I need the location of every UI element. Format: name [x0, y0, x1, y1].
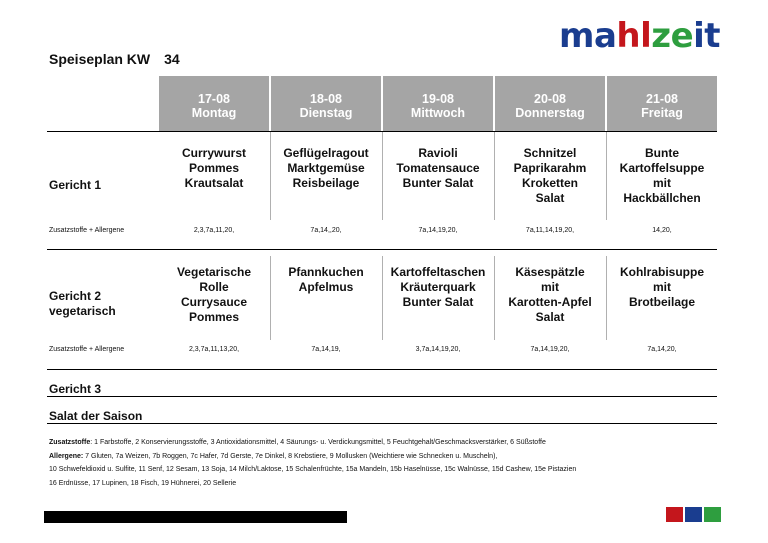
dish-line: Salat	[535, 191, 565, 205]
gericht2-label	[49, 289, 116, 319]
dish-line: Käsespätzle	[515, 265, 585, 279]
day-header-monday	[159, 76, 269, 131]
title-label: Speiseplan KW	[49, 51, 151, 67]
logo-letter: h	[616, 16, 641, 56]
dish-line: Ravioli	[418, 146, 458, 160]
dish-line: Schnitzel	[523, 146, 577, 160]
day-header-friday	[607, 76, 717, 131]
gericht1-label: Gericht 1	[49, 178, 102, 192]
logo-letter: t	[704, 16, 721, 56]
dish-monday-1	[159, 146, 269, 191]
dish-friday-1	[607, 146, 717, 206]
logo-letter: z	[651, 16, 671, 56]
dish-line: Kohlrabisuppe	[619, 265, 704, 279]
logo-letter: l	[640, 16, 652, 56]
dish-monday-2	[159, 265, 269, 325]
day-date: 19-08	[422, 92, 454, 106]
allergens-thursday-2: 7a,14,19,20,	[530, 346, 570, 353]
logo-letter: e	[670, 16, 694, 56]
logo-letter: a	[593, 16, 617, 56]
page-title	[49, 51, 180, 67]
row-divider	[47, 396, 717, 397]
dish-line: Reisbeilage	[292, 176, 360, 190]
gericht2-allergen-label: Zusatzstoffe + Allergene	[49, 346, 125, 353]
footer-bar	[44, 511, 347, 523]
legend-zusatz-label: Zusatzstoffe	[49, 439, 91, 446]
day-name: Mittwoch	[410, 106, 466, 120]
dish-line: Bunter Salat	[402, 176, 474, 190]
dish-line: Bunte	[645, 146, 679, 160]
footer-square-red	[666, 507, 683, 522]
legend-line-3: 10 Schwefeldioxid u. Sulfite, 11 Senf, 12 Sesam, 13 Soja, 14 Milch/Laktose, 15 Schalenfrüchte, 15a Mandeln, 15b Haselnüsse, 15c Walnüsse, 15d Cashew, 15e Pistazien	[49, 466, 577, 473]
dish-line: Hackbällchen	[623, 191, 701, 205]
mahlzeit-logo	[559, 16, 720, 56]
dish-line: Rolle	[199, 280, 229, 294]
dish-friday-2	[607, 265, 717, 310]
dish-line: Currywurst	[181, 146, 246, 160]
dish-line: mit	[653, 176, 671, 190]
dish-line: Salat	[535, 310, 565, 324]
legend-allergen-label: Allergene:	[49, 453, 84, 460]
dish-wednesday-2	[383, 265, 493, 310]
dish-thursday-2	[495, 265, 605, 325]
day-name: Freitag	[641, 106, 683, 120]
allergens-monday-2: 2,3,7a,11,13,20,	[188, 346, 240, 353]
day-date: 20-08	[534, 92, 566, 106]
dish-line: Karotten-Apfel	[508, 295, 592, 309]
footer-square-green	[704, 507, 721, 522]
dish-line: Kräuterquark	[400, 280, 476, 294]
dish-line: Kartoffelsuppe	[619, 161, 705, 175]
dish-line: Tomatensauce	[396, 161, 480, 175]
allergens-friday-2: 7a,14,20,	[647, 346, 677, 353]
dish-line: Currysauce	[180, 295, 248, 309]
gericht3-label: Gericht 3	[49, 382, 102, 396]
row-divider	[47, 249, 717, 250]
allergens-monday-1: 2,3,7a,11,20,	[193, 227, 235, 234]
legend-allergen-text: 7 Gluten, 7a Weizen, 7b Roggen, 7c Hafer, 7d Gerste, 7e Dinkel, 8 Krebstiere, 9 Mollusken (Weichtiere wie Schnecken u. Muscheln),	[83, 453, 498, 460]
dish-tuesday-1	[271, 146, 381, 191]
gericht2-label-line: Gericht 2	[49, 289, 102, 303]
logo-letter: m	[559, 16, 594, 56]
day-header-wednesday	[383, 76, 493, 131]
dish-thursday-1	[495, 146, 605, 206]
dish-line: Pommes	[188, 310, 240, 324]
allergens-tuesday-1: 7a,14,,20,	[310, 227, 342, 234]
dish-line: Bunter Salat	[402, 295, 474, 309]
allergens-friday-1: 14,20,	[652, 227, 672, 234]
dish-line: Paprikarahm	[513, 161, 587, 175]
day-date: 18-08	[310, 92, 342, 106]
dish-line: Kroketten	[521, 176, 578, 190]
legend-line-4: 16 Erdnüsse, 17 Lupinen, 18 Fisch, 19 Hühnerei, 20 Sellerie	[49, 480, 237, 487]
day-name: Dienstag	[299, 106, 353, 120]
dish-tuesday-2	[271, 265, 381, 295]
footer-square-blue	[685, 507, 702, 522]
dish-line: Apfelmus	[298, 280, 354, 294]
dish-line: Brotbeilage	[628, 295, 695, 309]
day-name: Donnerstag	[515, 106, 585, 120]
gericht2-label-line: vegetarisch	[49, 304, 116, 318]
dish-line: Vegetarische	[176, 265, 252, 279]
dish-line: mit	[541, 280, 559, 294]
legend-zusatzstoffe	[49, 438, 546, 448]
week-number: 34	[164, 51, 180, 67]
dish-line: Geflügelragout	[283, 146, 369, 160]
dish-wednesday-1	[383, 146, 493, 191]
dish-line: Marktgemüse	[287, 161, 365, 175]
row-divider	[47, 423, 717, 424]
row-divider	[47, 369, 717, 370]
dish-line: Kartoffeltaschen	[390, 265, 486, 279]
day-date: 17-08	[198, 92, 230, 106]
day-date: 21-08	[646, 92, 678, 106]
gericht1-allergen-label: Zusatzstoffe + Allergene	[49, 227, 125, 234]
day-header-tuesday	[271, 76, 381, 131]
legend-zusatz-text: : 1 Farbstoffe, 2 Konservierungsstoffe, 3 Antioxidationsmittel, 4 Säurungs- u. Verdickungsmittel, 5 Feuchtgehalt/Geschmacksverstärker, 6 Süßstoffe	[90, 439, 546, 446]
dish-line: Pommes	[188, 161, 240, 175]
day-name: Montag	[191, 106, 237, 120]
allergens-wednesday-2: 3,7a,14,19,20,	[415, 346, 461, 353]
salat-label: Salat der Saison	[49, 409, 143, 423]
dish-line: Krautsalat	[184, 176, 244, 190]
day-header-thursday	[495, 76, 605, 131]
dish-line: Pfannkuchen	[288, 265, 364, 279]
allergens-thursday-1: 7a,11,14,19,20,	[525, 227, 575, 234]
legend-allergene	[49, 452, 497, 462]
allergens-tuesday-2: 7a,14,19,	[311, 346, 341, 353]
dish-line: mit	[653, 280, 671, 294]
logo-letter: i	[693, 16, 705, 56]
allergens-wednesday-1: 7a,14,19,20,	[418, 227, 458, 234]
